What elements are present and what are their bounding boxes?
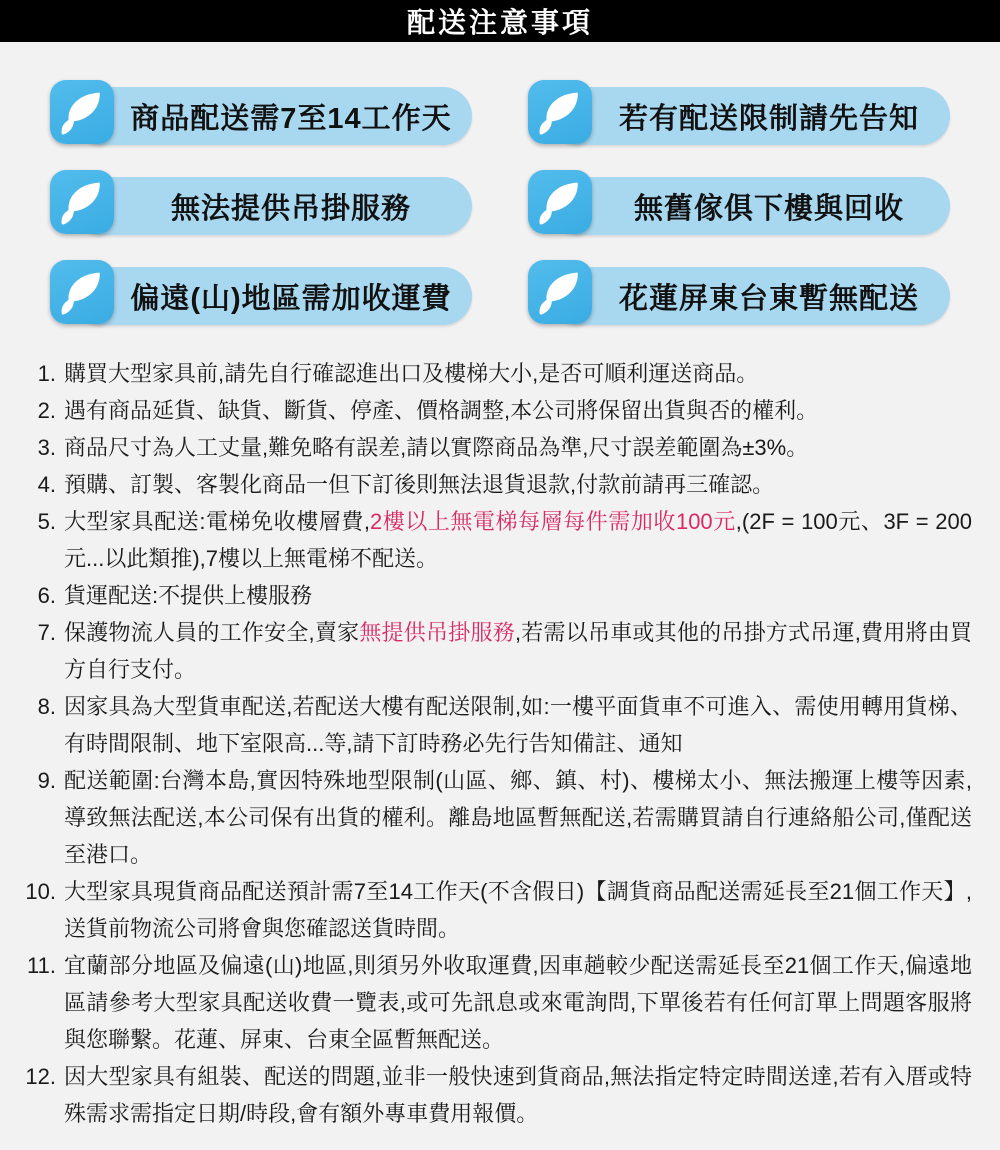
list-item (16, 873, 972, 947)
leaf-icon (50, 80, 114, 144)
highlighted-text: 無提供吊掛服務 (359, 620, 515, 645)
list-item (16, 1058, 972, 1132)
item-text: 保護物流人員的工作安全,賣家無提供吊掛服務,若需以吊車或其他的吊掛方式吊運,費用將由買方自行支付。 (64, 620, 972, 682)
list-item (16, 762, 972, 873)
item-number: 6. (37, 583, 56, 608)
item-text: 商品尺寸為人工丈量,難免略有誤差,請以實際商品為準,尺寸誤差範圍為±3%。 (64, 435, 809, 460)
badge-label: 花蓮屏東台東暫無配送 (618, 282, 919, 315)
item-text: 配送範圍:台灣本島,實因特殊地型限制(山區、鄉、鎮、村)、樓梯太小、無法搬運上樓等因素,導致無法配送,本公司保有出貨的權利。離島地區暫無配送,若需購買請自行連絡船公司,僅配送至港口。 (64, 768, 972, 867)
badge-remote-area-fee (50, 260, 472, 324)
badge-pill (550, 87, 950, 145)
badge-grid (50, 80, 950, 324)
item-text: 宜蘭部分地區及偏遠(山)地區,則須另外收取運費,因車趟較少配送需延長至21個工作天,偏遠地區請參考大型家具配送收費一覽表,或可先訊息或來電詢問,下單後若有任何訂單上問題客服將與您聯繫。花蓮、屏東、台東全區暫無配送。 (64, 953, 972, 1052)
delivery-notes-list (0, 355, 1000, 1132)
item-number: 8. (37, 694, 56, 719)
item-number: 3. (37, 435, 56, 460)
item-text: 因大型家具有組裝、配送的問題,並非一般快速到貨商品,無法指定特定時間送達,若有入厝或特殊需求需指定日期/時段,會有額外專車費用報價。 (64, 1064, 972, 1126)
list-item (16, 947, 972, 1058)
item-text: 遇有商品延貨、缺貨、斷貨、停產、價格調整,本公司將保留出貨與否的權利。 (64, 398, 819, 423)
list-item (16, 355, 972, 392)
badge-no-old-furniture-removal (528, 170, 950, 234)
list-item (16, 688, 972, 762)
badge-label: 若有配送限制請先告知 (618, 102, 919, 135)
badge-label: 無舊傢俱下樓與回收 (633, 192, 904, 225)
badge-no-hoisting (50, 170, 472, 234)
list-item (16, 614, 972, 688)
badge-delivery-limit-notice (528, 80, 950, 144)
item-text: 購買大型家具前,請先自行確認進出口及樓梯大小,是否可順利運送商品。 (64, 361, 759, 386)
item-number: 5. (37, 509, 56, 534)
leaf-icon (50, 170, 114, 234)
item-number: 1. (37, 361, 56, 386)
badge-pill (72, 87, 472, 145)
leaf-icon (528, 80, 592, 144)
item-number: 7. (37, 620, 56, 645)
badge-label: 商品配送需7至14工作天 (130, 102, 452, 135)
item-number: 11. (27, 953, 56, 978)
item-number: 2. (37, 398, 56, 423)
page-title: 配送注意事項 (406, 7, 593, 38)
list-item (16, 392, 972, 429)
badge-pill (72, 177, 472, 235)
badge-pill (550, 267, 950, 325)
item-number: 4. (37, 472, 56, 497)
item-text: 因家具為大型貨車配送,若配送大樓有配送限制,如:一樓平面貨車不可進入、需使用轉用貨梯、有時間限制、地下室限高...等,請下訂時務必先行告知備註、通知 (64, 694, 972, 756)
leaf-icon (528, 260, 592, 324)
badge-label: 無法提供吊掛服務 (170, 192, 411, 225)
item-number: 10. (25, 879, 56, 904)
item-number: 12. (25, 1064, 56, 1089)
badge-pill (550, 177, 950, 235)
list-item (16, 466, 972, 503)
leaf-icon (528, 170, 592, 234)
badge-label: 偏遠(山)地區需加收運費 (130, 282, 452, 315)
item-text: 大型家具配送:電梯免收樓層費,2樓以上無電梯每層每件需加收100元,(2F = 100元、3F = 200元...以此類推),7樓以上無電梯不配送。 (64, 509, 972, 571)
badge-no-delivery-east-taiwan (528, 260, 950, 324)
item-text: 貨運配送:不提供上樓服務 (64, 583, 313, 608)
header-bar (0, 0, 1000, 42)
badge-delivery-days (50, 80, 472, 144)
list-item (16, 503, 972, 577)
leaf-icon (50, 260, 114, 324)
badge-pill (72, 267, 472, 325)
item-number: 9. (37, 768, 56, 793)
list-item (16, 429, 972, 466)
item-text: 大型家具現貨商品配送預計需7至14工作天(不含假日)【調貨商品配送需延長至21個工作天】,送貨前物流公司將會與您確認送貨時間。 (64, 879, 972, 941)
item-text: 預購、訂製、客製化商品一但下訂後則無法退貨退款,付款前請再三確認。 (64, 472, 775, 497)
highlighted-text: 2樓以上無電梯每層每件需加收100元 (369, 509, 736, 534)
list-item (16, 577, 972, 614)
